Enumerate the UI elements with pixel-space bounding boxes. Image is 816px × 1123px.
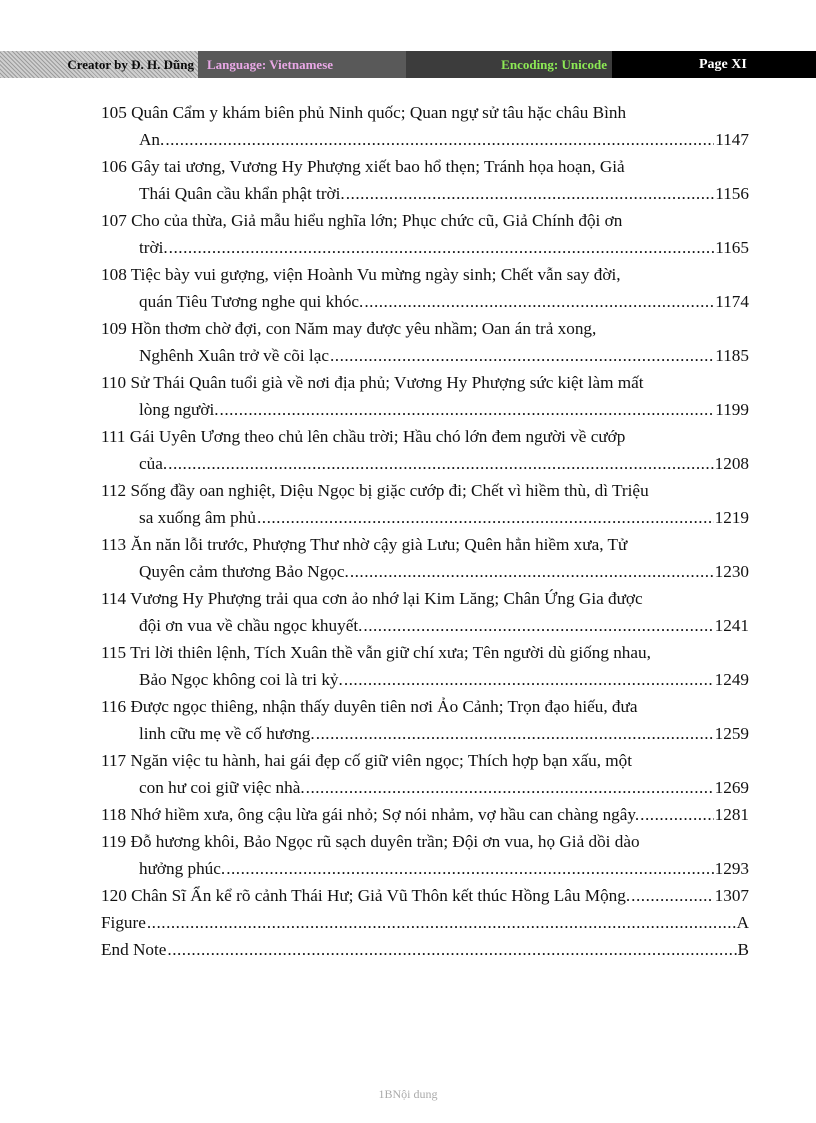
toc-entry-title-cont: quán Tiêu Tương nghe qui khóc. <box>139 292 364 311</box>
dot-leader <box>640 801 713 828</box>
toc-entry[interactable] <box>101 747 749 801</box>
dot-leader <box>169 234 715 261</box>
toc-entry[interactable] <box>101 693 749 747</box>
toc-entry-page: 1230 <box>714 562 749 581</box>
toc-entry-page: 1165 <box>715 238 749 257</box>
toc-entry[interactable] <box>101 585 749 639</box>
toc-entry-page: 1156 <box>715 184 749 203</box>
toc-entry-title-cont: Bảo Ngọc không coi là tri kỷ. <box>139 670 343 689</box>
toc-entry-page: A <box>736 913 749 932</box>
dot-leader <box>147 909 736 936</box>
dot-leader <box>364 288 714 315</box>
toc-entry-title: 119 Đỗ hương khôi, Bảo Ngọc rũ sạch duyên trần; Đội ơn vua, họ Giả dồi dào <box>101 832 640 851</box>
toc-entry-title-cont: của. <box>139 454 168 473</box>
dot-leader <box>350 558 714 585</box>
toc-entry-page: 1307 <box>714 886 749 905</box>
toc-entry-title: 107 Cho của thừa, Giả mẫu hiểu nghĩa lớn; Phục chức cũ, Giả Chính đội ơn <box>101 211 623 230</box>
toc-entry-title-cont: lòng người. <box>139 400 219 419</box>
toc-entry-title-cont: An. <box>139 130 165 149</box>
dot-leader <box>165 126 714 153</box>
toc-entry-title: 117 Ngăn việc tu hành, hai gái đẹp cố giữ viên ngọc; Thích hợp bạn xấu, một <box>101 751 633 770</box>
toc-entry[interactable] <box>101 801 749 828</box>
dot-leader <box>257 504 714 531</box>
toc-entry-page: 1269 <box>714 778 749 797</box>
toc-entry-title: End Note <box>101 940 167 959</box>
toc-entry[interactable] <box>101 828 749 882</box>
dot-leader <box>226 855 713 882</box>
dot-leader <box>631 882 713 909</box>
toc-entry-page: 1185 <box>715 346 749 365</box>
toc-entry-title: 113 Ăn năn lỗi trước, Phượng Thư nhờ cậy già Lưu; Quên hẳn hiềm xưa, Tử <box>101 535 628 554</box>
toc-entry-page: 1199 <box>715 400 749 419</box>
toc-entry-title-cont: Quyên cảm thương Bảo Ngọc. <box>139 562 349 581</box>
table-of-contents <box>101 99 749 963</box>
dot-leader <box>167 936 736 963</box>
toc-entry[interactable] <box>101 882 749 909</box>
toc-entry-title: 105 Quân Cẩm y khám biên phủ Ninh quốc; Quan ngự sử tâu hặc châu Bình <box>101 103 627 122</box>
toc-entry-title: 109 Hồn thơm chờ đợi, con Năm may được yêu nhầm; Oan án trả xong, <box>101 319 597 338</box>
toc-entry[interactable] <box>101 207 749 261</box>
toc-entry[interactable] <box>101 369 749 423</box>
toc-entry-page: 1293 <box>714 859 749 878</box>
page-number-label: Page XI <box>612 51 816 78</box>
toc-entry-title-cont: hưởng phúc. <box>139 859 226 878</box>
dot-leader <box>344 666 714 693</box>
dot-leader <box>306 774 714 801</box>
page-header <box>0 51 816 78</box>
toc-entry-title-cont: Nghênh Xuân trở về cõi lạc <box>139 346 329 365</box>
dot-leader <box>363 612 713 639</box>
dot-leader <box>330 342 714 369</box>
language-label: Language: Vietnamese <box>198 51 406 78</box>
toc-entry-title-cont: sa xuống âm phủ <box>139 508 256 527</box>
toc-entry-title-cont: trời. <box>139 238 168 257</box>
toc-entry-page: 1174 <box>715 292 749 311</box>
toc-entry-title: 111 Gái Uyên Ương theo chủ lên chầu trời; Hầu chó lớn đem người về cướp <box>101 427 626 446</box>
toc-entry-page: 1281 <box>714 805 749 824</box>
toc-entry-title: 110 Sử Thái Quân tuổi già về nơi địa phủ; Vương Hy Phượng sức kiệt làm mất <box>101 373 644 392</box>
page-footer: 1BNội dung <box>378 1087 438 1101</box>
creator-label: Creator by Đ. H. Dũng <box>0 51 198 78</box>
toc-entry-title: 120 Chân Sĩ Ẩn kể rõ cảnh Thái Hư; Giả Vũ Thôn kết thúc Hồng Lâu Mộng. <box>101 886 631 905</box>
toc-entry-page: 1147 <box>715 130 749 149</box>
toc-entry-title: 116 Được ngọc thiêng, nhận thấy duyên tiên nơi Ảo Cảnh; Trọn đạo hiếu, đưa <box>101 697 638 716</box>
toc-entry[interactable] <box>101 639 749 693</box>
toc-entry-title: 112 Sống đầy oan nghiệt, Diệu Ngọc bị giặc cướp đi; Chết vì hiềm thù, dì Triệu <box>101 481 649 500</box>
toc-entry-page: 1208 <box>714 454 749 473</box>
toc-entry[interactable] <box>101 477 749 531</box>
encoding-label: Encoding: Unicode <box>406 51 612 78</box>
dot-leader <box>346 180 715 207</box>
toc-entry-page: 1249 <box>714 670 749 689</box>
toc-entry[interactable] <box>101 261 749 315</box>
toc-entry-title-cont: linh cữu mẹ về cố hương. <box>139 724 315 743</box>
toc-entry[interactable] <box>101 531 749 585</box>
toc-entry-page: 1259 <box>714 724 749 743</box>
dot-leader <box>316 720 714 747</box>
toc-entry[interactable] <box>101 423 749 477</box>
toc-entry[interactable] <box>101 315 749 369</box>
toc-entry-title-cont: con hư coi giữ việc nhà. <box>139 778 305 797</box>
toc-entry-title: Figure <box>101 913 146 932</box>
toc-entry[interactable] <box>101 153 749 207</box>
toc-entry-page: 1241 <box>714 616 749 635</box>
toc-entry-title-cont: đội ơn vua về chầu ngọc khuyết. <box>139 616 363 635</box>
toc-entry-title: 118 Nhớ hiềm xưa, ông cậu lừa gái nhỏ; Sợ nói nhảm, vợ hầu can chàng ngây. <box>101 805 640 824</box>
toc-entry-page: B <box>737 940 749 959</box>
dot-leader <box>220 396 715 423</box>
toc-entry-title: 108 Tiệc bày vui gượng, viện Hoành Vu mừng ngày sinh; Chết vẫn say đời, <box>101 265 621 284</box>
toc-entry-figure[interactable] <box>101 909 749 936</box>
toc-entry-title: 114 Vương Hy Phượng trải qua cơn ảo nhớ lại Kim Lăng; Chân Ứng Gia được <box>101 589 643 608</box>
dot-leader <box>168 450 713 477</box>
toc-entry-title-cont: Thái Quân cầu khẩn phật trời. <box>139 184 345 203</box>
toc-entry-title: 106 Gây tai ương, Vương Hy Phượng xiết bao hổ thẹn; Tránh họa hoạn, Giả <box>101 157 625 176</box>
toc-entry-title: 115 Tri lời thiên lệnh, Tích Xuân thề vẫn giữ chí xưa; Tên người dù giống nhau, <box>101 643 651 662</box>
toc-entry[interactable] <box>101 99 749 153</box>
toc-entry-page: 1219 <box>714 508 749 527</box>
toc-entry-end-note[interactable] <box>101 936 749 963</box>
